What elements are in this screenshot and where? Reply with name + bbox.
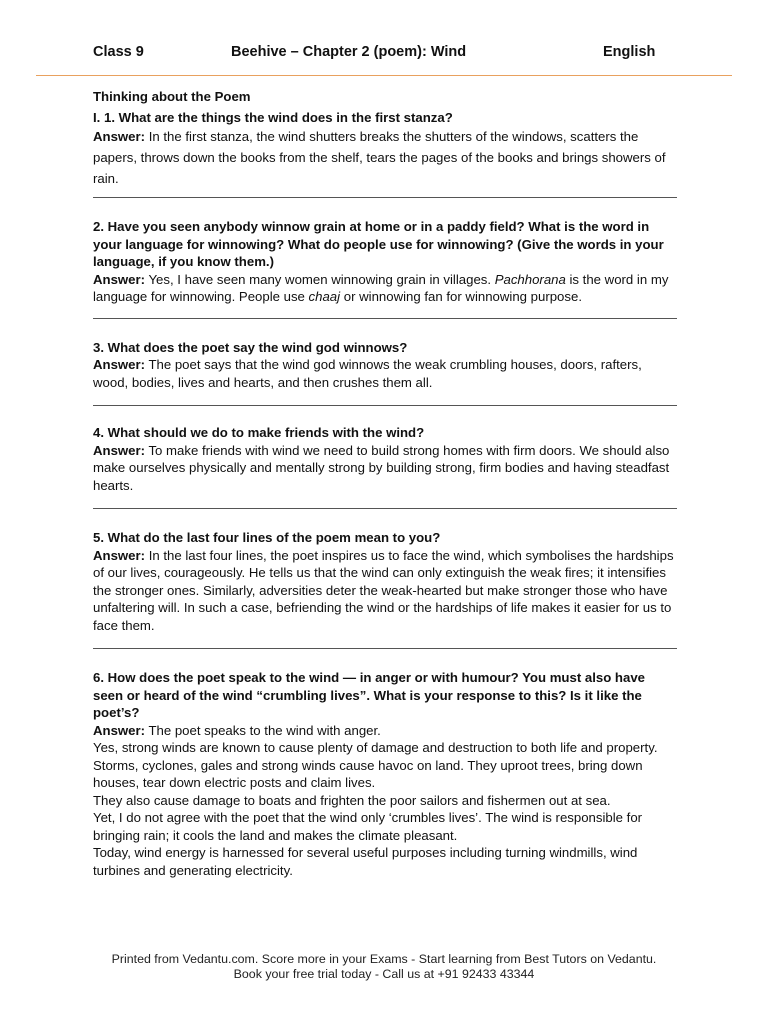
answer-text: Yes, I have seen many women winnowing grain in villages. xyxy=(145,271,495,287)
answer-text: In the first stanza, the wind shutters breaks the shutters of the windows, scatters the papers, throws down the books from the shelf, tears the pages of the books and brings showers of rain. xyxy=(93,129,666,186)
answer-paragraph: Yet, I do not agree with the poet that the wind only ‘crumbles lives’. The wind is responsible for bringing rain; it cools the land and makes the climate pleasant. xyxy=(93,810,643,843)
answer-text: The poet speaks to the wind with anger. xyxy=(145,722,381,738)
answer-label: Answer: xyxy=(93,547,146,563)
qa-block-6 xyxy=(93,669,677,879)
answer-text: is the word in my language for winnowing. People use xyxy=(93,271,669,304)
answer-label: Answer: xyxy=(93,722,146,738)
qa-block-1 xyxy=(93,88,677,189)
document-body xyxy=(93,88,677,879)
separator-line xyxy=(93,648,677,649)
answer-italic-term: chaaj xyxy=(308,289,341,304)
separator-line xyxy=(93,405,677,406)
answer-text: To make friends with wind we need to build strong homes with firm doors. We should also make ourselves physically and mentally strong by building strong, firm bodies and having steadfast hearts. xyxy=(93,442,670,493)
answer-paragraph: Storms, cyclones, gales and strong winds cause havoc on land. They uproot trees, bring down houses, tear down electric posts and claim lives. xyxy=(93,757,643,790)
class-label: Class 9 xyxy=(93,44,144,60)
footer-line-2: Book your free trial today - Call us at +91 92433 43344 xyxy=(233,966,535,981)
answer-text: The poet says that the wind god winnows the weak crumbling houses, doors, rafters, wood, bodies, lives and hearts, and then crushes them all. xyxy=(93,357,642,390)
answer-paragraph: Today, wind energy is harnessed for several useful purposes including turning windmills, wind turbines and generating electricity. xyxy=(93,845,638,878)
separator-line xyxy=(93,508,677,509)
qa-block-2 xyxy=(93,218,677,306)
answer-paragraph: They also cause damage to boats and frighten the poor sailors and fishermen out at sea. xyxy=(93,792,611,808)
page-header xyxy=(93,44,673,64)
question-3: 3. What does the poet say the wind god winnows? xyxy=(93,339,408,355)
answer-paragraph: Yes, strong winds are known to cause plenty of damage and destruction to both life and property. xyxy=(93,740,658,755)
question-2: 2. Have you seen anybody winnow grain at home or in a paddy field? What is the word in your language for winnowing? What do people use for winnowing? (Give the words in your language, if you know them.) xyxy=(93,219,664,269)
answer-text: or winnowing fan for winnowing purpose. xyxy=(340,289,582,304)
section-title: Thinking about the Poem xyxy=(93,89,251,104)
answer-label: Answer: xyxy=(93,442,146,458)
separator-line xyxy=(93,197,677,198)
question-1: I. 1. What are the things the wind does in the first stanza? xyxy=(93,109,453,125)
answer-6 xyxy=(93,722,677,740)
chapter-title: Beehive – Chapter 2 (poem): Wind xyxy=(231,44,467,60)
answer-italic-term: Pachhorana xyxy=(494,271,566,287)
answer-text: In the last four lines, the poet inspires us to face the wind, which symbolises the hardships of our lives, courageously. He tells us that the wind can only extinguish the weak fires; it intensifies the stronger ones. Similarly, adversities deter the weak-hearted but make stronger those who have unfaltering will. In such a case, befriending the wind or the hardships of life makes it easier for us to face them. xyxy=(93,547,674,633)
answer-label: Answer: xyxy=(93,129,146,144)
qa-block-5 xyxy=(93,529,677,634)
question-4: 4. What should we do to make friends with the wind? xyxy=(93,425,425,440)
answer-1 xyxy=(93,126,677,189)
answer-4 xyxy=(93,442,677,495)
answer-2 xyxy=(93,271,677,306)
page-footer xyxy=(60,952,708,981)
answer-label: Answer: xyxy=(93,357,146,372)
header-divider xyxy=(36,75,732,76)
answer-label: Answer: xyxy=(93,271,146,287)
separator-line xyxy=(93,318,677,319)
footer-line-1: Printed from Vedantu.com. Score more in your Exams - Start learning from Best Tutors on Vedantu. xyxy=(111,952,657,966)
question-6: 6. How does the poet speak to the wind — in anger or with humour? You must also have seen or heard of the wind “crumbling lives”. What is your response to this? Is it like the poet’s? xyxy=(93,670,645,720)
qa-block-3 xyxy=(93,339,677,392)
question-5: 5. What do the last four lines of the poem mean to you? xyxy=(93,530,441,545)
qa-block-4 xyxy=(93,424,677,494)
subject-label: English xyxy=(603,44,656,60)
answer-3 xyxy=(93,356,677,391)
answer-5 xyxy=(93,547,677,635)
